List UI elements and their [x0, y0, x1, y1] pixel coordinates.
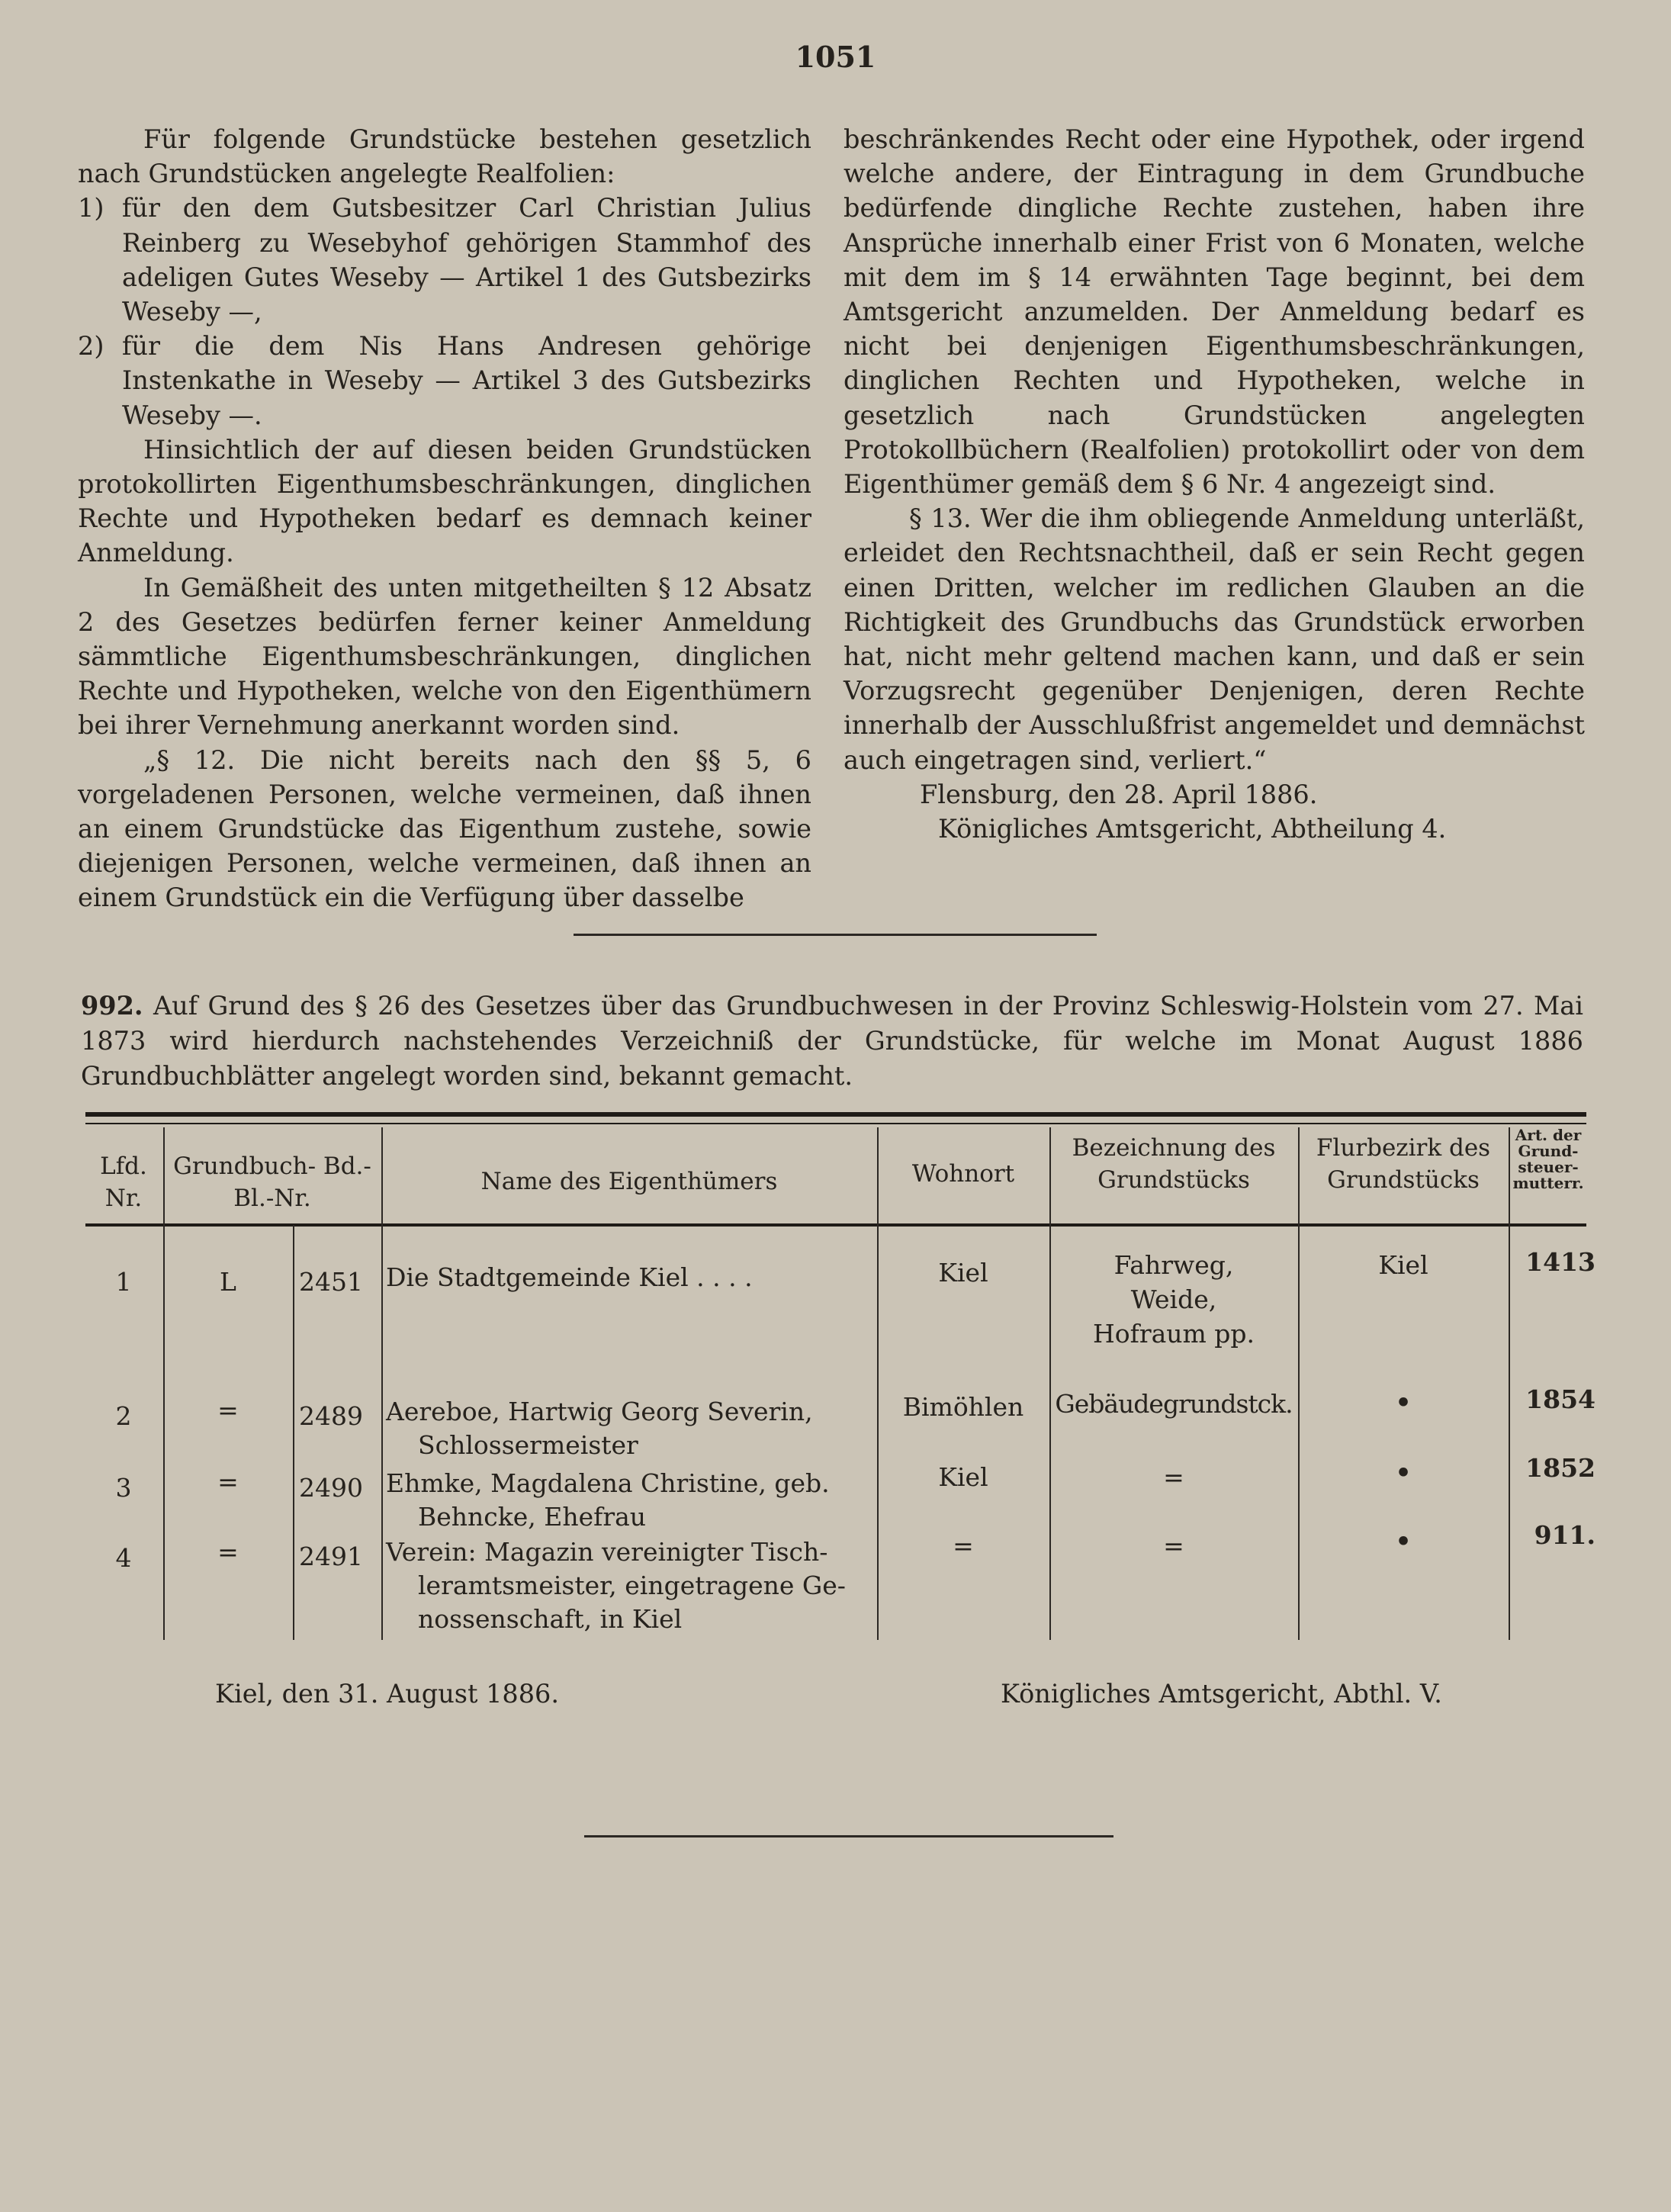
col-divider	[381, 1127, 383, 1640]
cell-bezeichnung: =	[1163, 1531, 1184, 1561]
left-paragraph-3: „§ 12. Die nicht bereits nach den §§ 5, 6 vorgeladenen Personen, welche vermeinen, daß ihnen an einem Grundstücke das Eigenthum zustehe, sowie diejenigen Personen, welche vermeinen, daß ihnen an einem Grundstück ein die Verfügung über dasselbe	[78, 744, 811, 913]
cell-bd: L	[220, 1267, 236, 1297]
header-lfd-nr: Lfd. Nr.	[100, 1153, 147, 1212]
cell-flurbezirk: •	[1395, 1526, 1412, 1556]
cell-nr: 3	[115, 1473, 132, 1503]
header-bezeichnung: Bezeichnung des Grundstücks	[1072, 1134, 1276, 1194]
cell-artikel: 1413	[1525, 1247, 1595, 1277]
flensburg-date: Flensburg, den 28. April 1886.	[920, 779, 1318, 809]
header-grundbuch: Grundbuch- Bd.-Bl.-Nr.	[173, 1153, 371, 1212]
left-paragraph-2: In Gemäßheit des unten mitgetheilten § 12 Absatz 2 des Gesetzes bedürfen ferner keiner Anmeldung sämmtliche Eigenthumsbeschränkungen, dinglichen Rechte und Hypotheken, welche von den Eigenthümern bei ihrer Vernehmung anerkannt worden sind.	[78, 572, 811, 741]
cell-flurbezirk: Kiel	[1378, 1250, 1428, 1280]
cell-wohnort: Kiel	[938, 1258, 988, 1288]
cell-flurbezirk: •	[1395, 1387, 1412, 1417]
header-artikel: Art. der Grund- steuer- mutterr.	[1512, 1126, 1584, 1192]
page-bottom-divider	[584, 1835, 1113, 1837]
cell-artikel: 911.	[1534, 1520, 1595, 1550]
cell-name: Die Stadtgemeinde Kiel . . . .	[386, 1262, 753, 1292]
cell-bl: 2490	[299, 1473, 363, 1503]
left-item-1-number: 1)	[78, 193, 104, 223]
cell-artikel: 1854	[1525, 1384, 1595, 1414]
cell-bd: =	[217, 1467, 239, 1497]
cell-name: Aereboe, Hartwig Georg Severin,	[386, 1397, 813, 1426]
right-paragraph-2: § 13. Wer die ihm obliegende Anmeldung unterläßt, erleidet den Rechtsnachtheil, daß er sein Recht gegen einen Dritten, welcher im redlichen Glauben an die Richtigkeit des Grundbuchs das Grundstück erworben hat, nicht mehr geltend machen kann, und daß er sein Vorzugsrecht gegenüber Denjenigen, deren Rechte innerhalb der Ausschlußfrist angemeldet und demnächst auch eingetragen sind, verliert.“	[844, 503, 1585, 775]
cell-name-line-3: nossenschaft, in Kiel	[418, 1604, 683, 1634]
cell-name: Verein: Magazin vereinigter Tisch-	[386, 1537, 828, 1567]
table-top-rule	[85, 1112, 1586, 1117]
cell-bl: 2489	[299, 1401, 363, 1431]
page-number: 1051	[795, 40, 876, 74]
cell-bd: =	[217, 1537, 239, 1567]
right-column	[844, 122, 1585, 846]
cell-nr: 2	[115, 1401, 132, 1431]
section-divider	[574, 934, 1097, 936]
cell-bezeichnung: Fahrweg, Weide, Hofraum pp.	[1092, 1250, 1255, 1349]
cell-bezeichnung: =	[1163, 1462, 1184, 1492]
cell-name-line-2: Schlossermeister	[418, 1430, 638, 1460]
cell-artikel: 1852	[1525, 1453, 1595, 1483]
cell-wohnort: Kiel	[938, 1462, 988, 1492]
cell-name-line-2: Behncke, Ehefrau	[418, 1502, 647, 1532]
left-item-1	[78, 191, 811, 329]
flensburg-court: Königliches Amtsgericht, Abtheilung 4.	[938, 814, 1447, 844]
header-name: Name des Eigenthümers	[480, 1168, 778, 1195]
table-header-rule	[85, 1223, 1586, 1227]
table-top-rule-thin	[85, 1123, 1586, 1124]
notice-number: 992.	[81, 991, 143, 1021]
notice-text: Auf Grund des § 26 des Gesetzes über das Grundbuchwesen in der Provinz Schleswig-Holstein vom 27. Mai 1873 wird hierdurch nachstehendes Verzeichniß der Grundstücke, für welche im Monat August 1886 Grundbuchblätter angelegt worden sind, bekannt gemacht.	[81, 991, 1583, 1091]
col-divider	[1298, 1127, 1300, 1640]
left-item-1-text: für den dem Gutsbesitzer Carl Christian Julius Reinberg zu Wesebyhof gehörigen Stammhof des adeligen Gutes Weseby — Artikel 1 des Gutsbezirks Weseby —,	[122, 193, 811, 327]
cell-wohnort: Bimöhlen	[902, 1392, 1024, 1422]
right-paragraph-1: beschränkendes Recht oder eine Hypothek, oder irgend welche andere, der Eintragung in dem Grundbuche bedürfende dingliche Rechte zustehen, haben ihre Ansprüche innerhalb einer Frist von 6 Monaten, welche mit dem im § 14 erwähnten Tage beginnt, bei dem Amtsgericht anzumelden. Der Anmeldung bedarf es nicht bei denjenigen Eigenthumsbeschränkungen, dinglichen Rechten und Hypotheken, welche in gesetzlich nach Grundstücken angelegten Protokollbüchern (Realfolien) protokollirt oder von dem Eigenthümer gemäß dem § 6 Nr. 4 angezeigt sind.	[844, 124, 1585, 500]
notice-992	[81, 989, 1583, 1094]
cell-bl: 2451	[299, 1267, 363, 1297]
cell-wohnort: =	[953, 1531, 974, 1561]
left-item-2-text: für die dem Nis Hans Andresen gehörige Instenkathe in Weseby — Artikel 3 des Gutsbezirks Weseby —.	[122, 331, 811, 430]
cell-bd: =	[217, 1395, 239, 1425]
kiel-court: Königliches Amtsgericht, Abthl. V.	[1001, 1679, 1442, 1709]
left-item-2-number: 2)	[78, 331, 104, 362]
kiel-date: Kiel, den 31. August 1886.	[215, 1679, 559, 1709]
cell-bl: 2491	[299, 1542, 363, 1571]
header-wohnort: Wohnort	[911, 1160, 1015, 1188]
cell-nr: 1	[115, 1267, 132, 1297]
col-divider	[293, 1225, 294, 1640]
left-column	[78, 122, 811, 915]
col-divider	[1049, 1127, 1051, 1640]
left-item-2	[78, 329, 811, 432]
left-paragraph-1: Hinsichtlich der auf diesen beiden Grundstücken protokollirten Eigenthumsbeschränkungen, dinglichen Rechte und Hypotheken bedarf es demnach keiner Anmeldung.	[78, 434, 811, 568]
left-intro: Für folgende Grundstücke bestehen gesetzlich nach Grundstücken angelegte Realfolien:	[78, 124, 811, 189]
header-flurbezirk: Flurbezirk des Grundstücks	[1316, 1134, 1491, 1194]
cell-nr: 4	[115, 1543, 132, 1573]
cell-name: Ehmke, Magdalena Christine, geb.	[386, 1468, 830, 1498]
cell-bezeichnung: Gebäudegrundstck.	[1055, 1389, 1293, 1419]
cell-flurbezirk: •	[1395, 1458, 1412, 1487]
cell-name-line-2: leramtsmeister, eingetragene Ge-	[418, 1571, 846, 1600]
